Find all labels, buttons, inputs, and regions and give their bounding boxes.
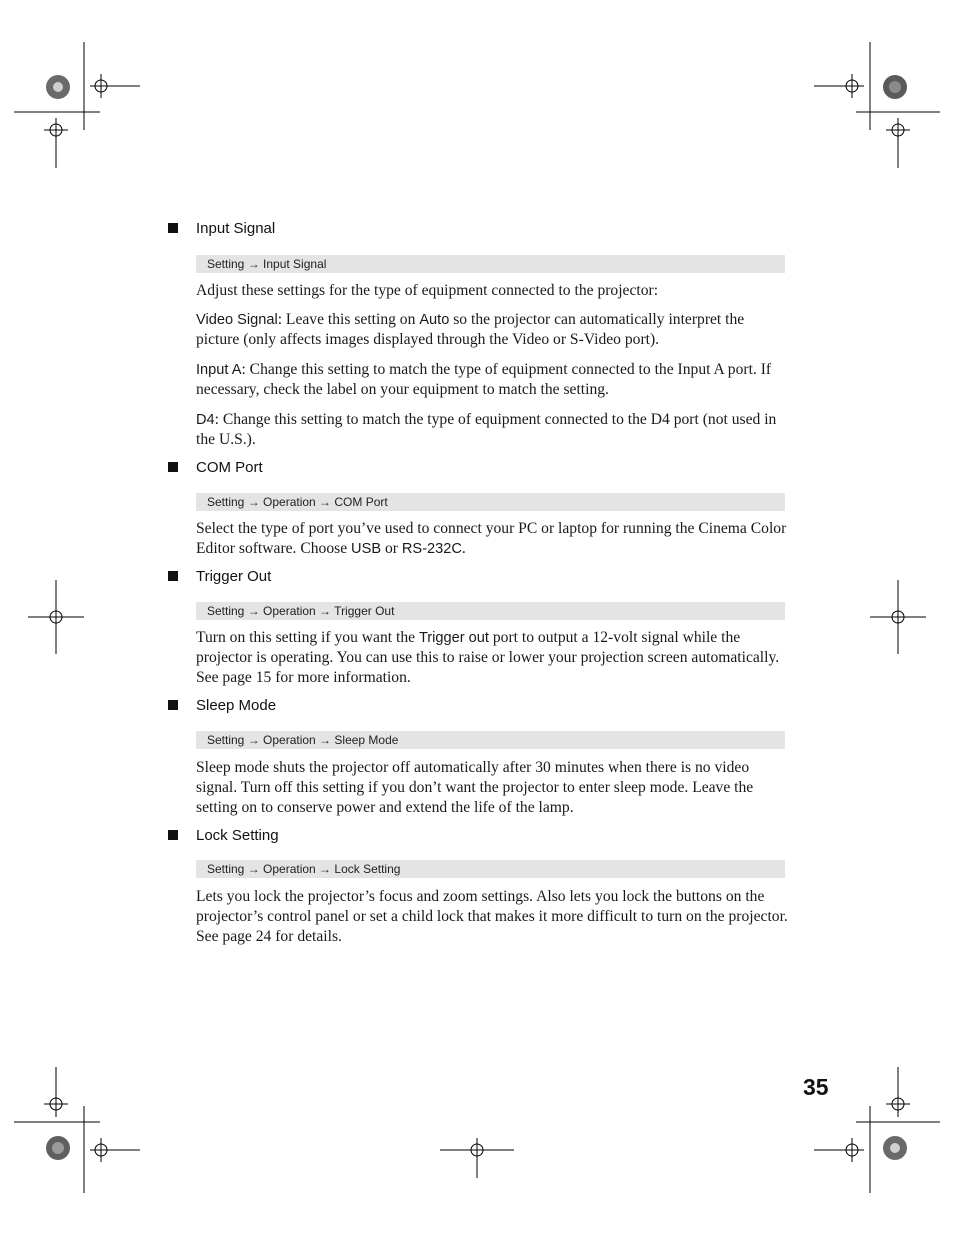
- bullet-icon: [168, 830, 178, 840]
- bullet-icon: [168, 223, 178, 233]
- menu-path-com-port: Setting → Operation → COM Port: [196, 493, 785, 511]
- paragraph: D4: Change this setting to match the type of equipment connected to the D4 port (not used in the U.S.).: [196, 411, 777, 448]
- section-heading-lock-setting: Lock Setting: [168, 827, 788, 845]
- menu-path-trigger-out: Setting → Operation → Trigger Out: [196, 602, 785, 620]
- bullet-icon: [168, 571, 178, 581]
- section-heading-input-signal: Input Signal: [168, 220, 788, 238]
- paragraph: Input A: Change this setting to match the type of equipment connected to the Input A port. If necessary, check the label on your equipment to match the setting.: [196, 361, 772, 398]
- paragraph: Lets you lock the projector’s focus and zoom settings. Also lets you lock the buttons on the projector’s control panel or set a child lock that makes it more difficult to turn on the projector. See page 24 for details.: [196, 888, 788, 945]
- paragraph: Video Signal: Leave this setting on Auto so the projector can automatically interpret the picture (only affects images displayed through the Video or S-Video port).: [196, 311, 745, 348]
- paragraph: Select the type of port you’ve used to connect your PC or laptop for running the Cinema Color Editor software. Choose USB or RS-232C.: [196, 520, 787, 557]
- paragraph: Adjust these settings for the type of equipment connected to the projector:: [196, 282, 659, 299]
- menu-path-sleep-mode: Setting → Operation → Sleep Mode: [196, 731, 785, 749]
- page-number: 35: [803, 1074, 829, 1100]
- section-heading-com-port: COM Port: [168, 459, 788, 477]
- section-heading-sleep-mode: Sleep Mode: [168, 697, 788, 715]
- paragraph: Sleep mode shuts the projector off automatically after 30 minutes when there is no video signal. Turn off this setting if you don’t want the projector to enter sleep mode. Leave the setting on to conserve power and extend the life of the lamp.: [196, 759, 754, 816]
- section-heading-trigger-out: Trigger Out: [168, 568, 788, 586]
- menu-path-lock-setting: Setting → Operation → Lock Setting: [196, 860, 785, 878]
- bullet-icon: [168, 700, 178, 710]
- menu-path-input-signal: Setting → Input Signal: [196, 255, 785, 273]
- bullet-icon: [168, 462, 178, 472]
- paragraph: Turn on this setting if you want the Trigger out port to output a 12-volt signal while the projector is operating. You can use this to raise or lower your projection screen automatically. See page 15 for more information.: [196, 629, 780, 686]
